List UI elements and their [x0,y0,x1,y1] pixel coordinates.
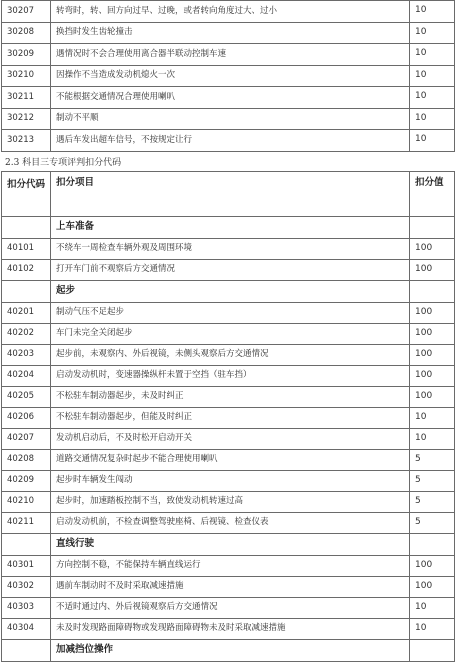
table-row [2,556,455,577]
row-item: 方向控制不稳，不能保持车辆直线运行 [51,556,410,577]
row-code: 40203 [2,345,51,366]
row-value: 5 [410,492,455,513]
table-row [2,65,455,87]
section-code-cell [2,217,51,239]
row-item: 转弯时，转、回方向过早、过晚，或者转向角度过大、过小 [51,1,410,23]
table-row [2,44,455,66]
table-row [2,366,455,387]
scoring-table-previous [1,0,455,152]
row-code: 30210 [2,65,51,87]
row-code: 30212 [2,108,51,130]
row-item: 启动发动机前，不检查调整驾驶座椅、后视镜、检查仪表 [51,513,410,534]
row-item: 车门未完全关闭起步 [51,324,410,345]
header-code: 扣分代码 [2,172,51,217]
row-item: 不松驻车制动器起步，但能及时纠正 [51,408,410,429]
row-item: 遇情况时不会合理使用离合器半联动控制车速 [51,44,410,66]
table-row [2,324,455,345]
table-row [2,408,455,429]
row-item: 不绕车一周检查车辆外观及周围环境 [51,239,410,260]
row-item: 制动气压不足起步 [51,303,410,324]
row-code: 40201 [2,303,51,324]
section-title-cell: 起步 [51,281,410,303]
row-value: 100 [410,303,455,324]
table-row [2,598,455,619]
table-row [2,260,455,281]
row-value: 100 [410,324,455,345]
section-title-cell: 加减挡位操作 [51,640,410,662]
row-value: 100 [410,387,455,408]
row-item: 因操作不当造成发动机熄火一次 [51,65,410,87]
table-row [2,492,455,513]
row-code: 40302 [2,577,51,598]
table-row [2,22,455,44]
section-header-row [2,640,455,662]
row-value: 100 [410,577,455,598]
row-code: 30207 [2,1,51,23]
section-value-cell [410,640,455,662]
table-row [2,450,455,471]
row-value: 10 [410,1,455,23]
table-row [2,345,455,366]
row-code: 40210 [2,492,51,513]
table-row [2,387,455,408]
row-value: 100 [410,366,455,387]
row-item: 起步时，加速踏板控制不当，致使发动机转速过高 [51,492,410,513]
table-header-row [2,172,455,217]
row-code: 40206 [2,408,51,429]
row-value: 10 [410,429,455,450]
table-row [2,471,455,492]
row-value: 5 [410,513,455,534]
row-code: 40102 [2,260,51,281]
row-code: 40101 [2,239,51,260]
header-item: 扣分项目 [51,172,410,217]
row-value: 10 [410,619,455,640]
row-value: 10 [410,108,455,130]
table-row [2,1,455,23]
row-item: 制动不平顺 [51,108,410,130]
row-code: 30213 [2,130,51,152]
table-row [2,577,455,598]
section-header-row [2,217,455,239]
row-item: 遇前车制动时不及时采取减速措施 [51,577,410,598]
row-code: 40211 [2,513,51,534]
row-item: 起步时车辆发生闯动 [51,471,410,492]
row-value: 10 [410,598,455,619]
section-code-cell [2,534,51,556]
row-code: 40205 [2,387,51,408]
row-item: 遇后车发出超车信号，不按规定让行 [51,130,410,152]
scoring-table-subject-three [1,171,455,662]
table-row [2,239,455,260]
row-item: 不能根据交通情况合理使用喇叭 [51,87,410,109]
row-value: 100 [410,260,455,281]
row-code: 40209 [2,471,51,492]
table-row [2,619,455,640]
row-value: 10 [410,87,455,109]
row-code: 30211 [2,87,51,109]
row-value: 10 [410,22,455,44]
row-code: 40208 [2,450,51,471]
row-value: 10 [410,408,455,429]
section-title: 2.3 科目三专项评判扣分代码 [5,158,122,168]
row-code: 40202 [2,324,51,345]
row-value: 5 [410,471,455,492]
header-value: 扣分值 [410,172,455,217]
row-value: 100 [410,239,455,260]
row-code: 30208 [2,22,51,44]
row-code: 30209 [2,44,51,66]
section-title-cell: 直线行驶 [51,534,410,556]
row-item: 不适时通过内、外后视镜观察后方交通情况 [51,598,410,619]
section-value-cell [410,281,455,303]
section-code-cell [2,281,51,303]
row-code: 40204 [2,366,51,387]
row-item: 打开车门前不观察后方交通情况 [51,260,410,281]
row-value: 10 [410,65,455,87]
section-header-row [2,281,455,303]
row-value: 10 [410,44,455,66]
row-value: 10 [410,130,455,152]
row-item: 起步前，未观察内、外后视镜，未侧头观察后方交通情况 [51,345,410,366]
row-item: 换挡时发生齿轮撞击 [51,22,410,44]
row-code: 40301 [2,556,51,577]
table-row [2,303,455,324]
row-code: 40304 [2,619,51,640]
table-row [2,87,455,109]
section-code-cell [2,640,51,662]
table-row [2,429,455,450]
section-title-cell: 上车准备 [51,217,410,239]
row-value: 100 [410,345,455,366]
row-item: 未及时发现路面障碍物或发现路面障碍物未及时采取减速措施 [51,619,410,640]
section-value-cell [410,534,455,556]
row-item: 发动机启动后，不及时松开启动开关 [51,429,410,450]
row-item: 启动发动机时，变速器操纵杆未置于空挡（驻车挡） [51,366,410,387]
row-item: 不松驻车制动器起步，未及时纠正 [51,387,410,408]
row-value: 100 [410,556,455,577]
table-row [2,513,455,534]
table-row [2,108,455,130]
row-item: 道路交通情况复杂时起步不能合理使用喇叭 [51,450,410,471]
row-code: 40207 [2,429,51,450]
section-value-cell [410,217,455,239]
row-value: 5 [410,450,455,471]
row-code: 40303 [2,598,51,619]
section-header-row [2,534,455,556]
table-row [2,130,455,152]
